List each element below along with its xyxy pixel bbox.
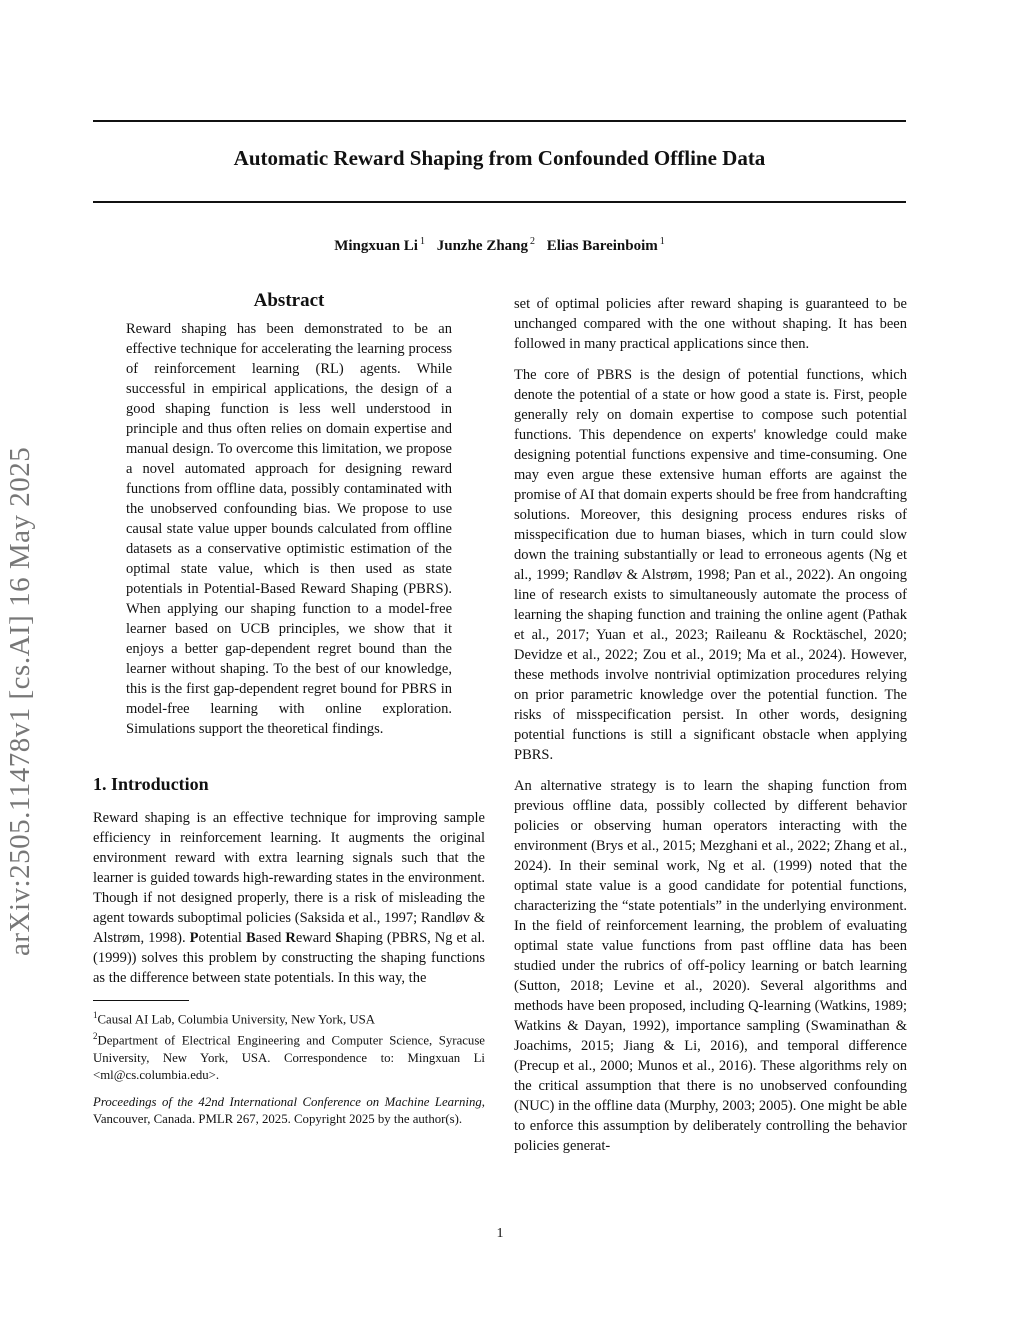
right-column (514, 294, 907, 1167)
author-affiliation-mark: 1 (419, 236, 425, 247)
footnote-text: Causal AI Lab, Columbia University, New York, USA (97, 1012, 375, 1027)
proceedings-note (93, 1094, 485, 1128)
author-name: Junzhe Zhang (436, 238, 529, 254)
footnote-mark: 1 (93, 1010, 98, 1020)
introduction-paragraph (93, 808, 485, 988)
pbrs-letter: B (245, 930, 256, 946)
abstract (126, 290, 452, 739)
pbrs-letter: P (189, 930, 199, 946)
pbrs-word-rest: otential (198, 930, 246, 946)
author-affiliation-mark: 2 (530, 236, 536, 247)
page-number: 1 (496, 1226, 504, 1241)
pbrs-letter: S (335, 930, 344, 946)
body-paragraph: An alternative strategy is to learn the shaping function from previous offline data, possibly collected by different behavior policies or observing human operators interacting with the environment (Brys et al., 2015; Mezghani et al., 2022; Zhang et al., 2024). In their seminal work, Ng et al. (1999) noted that the optimal state value is a good candidate for potential functions, characterizing the “state potentials” in the underlying environment. In the field of reinforcement learning, the problem of evaluating optimal state value functions from past offline data has been studied under the rubrics of off-policy learning or batch learning (Sutton, 2018; Levine et al., 2020). Several algorithms and methods have been proposed, including Q-learning (Watkins, 1989; Watkins & Dayan, 1992), importance sampling (Swaminathan & Joachims, 2015; Jiang & Li, 2016), and temporal difference (Precup et al., 2000; Munos et al., 2016). These algorithms rely on the critical assumption that there is no unobserved confounding (NUC) in the offline data (Murphy, 2003; 2005). One might be able to enforce this assumption by deliberately controlling the behavior policies generat- (514, 778, 907, 1154)
arxiv-watermark: arXiv:2505.11478v1 [cs.AI] 16 May 2025 (4, 446, 36, 956)
author-name: Elias Bareinboim (546, 238, 658, 254)
proceedings-details: , Vancouver, Canada. PMLR 267, 2025. Copyright 2025 by the author(s). (93, 1094, 485, 1126)
body-paragraph: set of optimal policies after reward shaping is guaranteed to be unchanged compared with the one without shaping. It has been followed in many practical applications since then. (514, 296, 907, 352)
footnote-mark: 2 (93, 1031, 98, 1042)
section-heading-introduction: 1. Introduction (93, 774, 209, 794)
intro-text-part1: Reward shaping is an effective technique for improving sample efficiency in reinforcement learning. It augments the original environment reward with extra learning signals such that the learner is guided towards high-rewarding states in the environment. Though if not designed properly, there is a risk of misleading the agent towards suboptimal policies (Saksida et al., 1997; Randløv & Alstrøm, 1998). (93, 810, 485, 946)
footnote-2 (93, 1028, 485, 1083)
pbrs-letter: R (285, 930, 296, 946)
pbrs-word-rest: haping (343, 930, 383, 946)
abstract-text: Reward shaping has been demonstrated to be an effective technique for accelerating the learning process of reinforcement learning (RL) agents. While successful in empirical applications, the design of a good shaping function is less well understood in principle and thus often relies on domain expertise and manual design. To overcome this limitation, we propose a novel automated approach for designing reward functions from offline data, possibly contaminated with the unobserved confounding bias. We propose to use causal state value upper bounds calculated from offline datasets as a conservative optimistic estimation of the optimal state value, which is then used as state potentials in Potential-Based Reward Shaping (PBRS). When applying our shaping function to a model-free learner based on UCB principles, we show that it enjoys a better gap-dependent regret bound than the learner without shaping. To the best of our knowledge, this is the first gap-dependent regret bound for PBRS in model-free learning with online exploration. Simulations support the theoretical findings. (126, 321, 452, 737)
intro-text-part2: (PBRS, Ng et al. (1999)) solves this problem by constructing the shaping functions as the difference between state potentials. In this way, the (93, 930, 486, 986)
footnote-1 (93, 1007, 485, 1028)
footnote-text: Department of Electrical Engineering and Computer Science, Syracuse University, New York, USA. Correspondence to: Mingxuan Li <ml@cs.columbia.edu>. (93, 1033, 485, 1082)
pbrs-word-rest: eward (295, 930, 336, 946)
author-3 (547, 238, 665, 254)
author-name: Mingxuan Li (334, 238, 418, 254)
pbrs-word-rest: ased (255, 930, 286, 946)
footnote-divider (93, 1000, 189, 1001)
proceedings-venue: Proceedings of the 42nd International Conference on Machine Learning (93, 1094, 482, 1109)
left-column (93, 290, 485, 1128)
title-rule-bottom (93, 201, 906, 203)
author-affiliation-mark: 1 (659, 236, 665, 247)
paper-title: Automatic Reward Shaping from Confounded Offline Data (233, 146, 766, 170)
title-rule-top (93, 120, 906, 122)
author-list (93, 236, 906, 255)
abstract-heading: Abstract (253, 290, 325, 311)
body-paragraph: The core of PBRS is the design of potential functions, which denote the potential of a state or how good a state is. First, people generally rely on domain expertise to compose such potential functions. This dependence on experts' knowledge could make designing potential functions expensive and time-consuming. One may even argue these extensive human efforts are against the promise of AI that domain experts should be free from handcrafting solutions. Moreover, this designing process endures risks of misspecification due to human biases, which in turn could slow down the training substantially or lead to erroneous agents (Ng et al., 1999; Randløv & Alstrøm, 1998; Pan et al., 2022). An ongoing line of research exists to simultaneously automate the process of learning the shaping function and training the online agent (Pathak et al., 2017; Yuan et al., 2023; Raileanu & Rocktäschel, 2020; Devidze et al., 2022; Zou et al., 2019; Ma et al., 2024). However, these methods involve nontrivial optimization procedures relying on prior parametric knowledge over the potential function. The risks of misspecification persist. In other words, designing potential functions is still a significant obstacle when applying PBRS. (514, 367, 907, 763)
author-2 (437, 238, 535, 254)
author-1 (334, 238, 425, 254)
